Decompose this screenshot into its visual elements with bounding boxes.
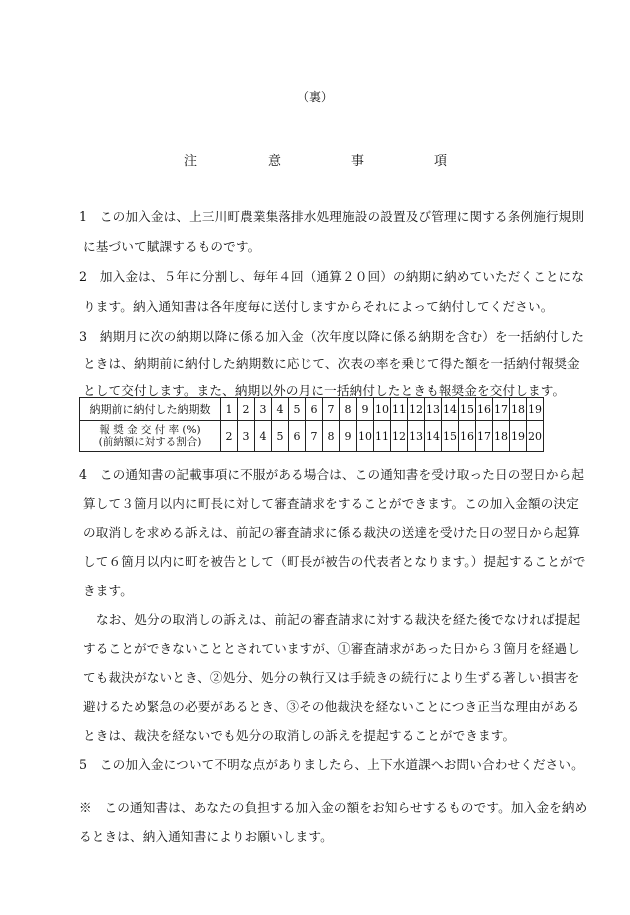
table-cell: 10 <box>357 421 374 452</box>
table-cell: 11 <box>374 421 391 452</box>
table-cell: 8 <box>340 398 357 421</box>
table-cell: 5 <box>289 398 306 421</box>
table-cell: 2 <box>221 421 238 452</box>
table-cell: 19 <box>527 398 544 421</box>
item-4-note-line-4: 避けるため緊急の必要があるとき、③その他裁決を経ないことにつき正当な理由がある <box>83 699 580 714</box>
item-4-note-line-2: することができないこととされていますが、①審査請求があった日から３箇月を経過し <box>83 641 580 656</box>
footnote-line-2: るときは、納入通知書によりお願いします。 <box>79 829 333 844</box>
item-2-line-2: ります。納入通知書は各年度毎に送付しますからそれによって納付してください。 <box>83 299 554 314</box>
item-4-line-4: して６箇月以内に町を被告として（町長が被告の代表者となります。）提起することがで <box>83 554 586 569</box>
table-cell: 11 <box>391 398 408 421</box>
item-3-line-2: ときは、納期前に納付した納期数に応じて、次表の率を乗じて得た額を一括納付報奨金 <box>83 356 580 371</box>
table-row <box>80 398 544 421</box>
table-cell: 16 <box>476 398 493 421</box>
item-4-note-line-1: なお、処分の取消しの訴えは、前記の審査請求に対する裁決を経た後でなければ提起 <box>96 612 581 627</box>
table-cell: 15 <box>459 398 476 421</box>
item-4-line-3: の取消しを求める訴えは、前記の審査請求に係る裁決の送達を受けた日の翌日から起算 <box>83 525 581 540</box>
table-cell: 1 <box>221 398 238 421</box>
item-5-line-1: 5 この加入金について不明な点がありましたら、上下水道課へお問い合わせください。 <box>79 757 584 772</box>
item-4-line-1: 4 この通知書の記載事項に不服がある場合は、この通知書を受け取った日の翌日から起 <box>79 467 585 482</box>
table-cell: 7 <box>323 398 340 421</box>
item-4-note-line-5: ときは、裁決を経ないでも処分の取消しの訴えを提起することができます。 <box>83 728 516 743</box>
table-cell: 12 <box>408 398 425 421</box>
table-cell: 12 <box>391 421 408 452</box>
item-4-line-2: 算して３箇月以内に町長に対して審査請求をすることができます。この加入金額の決定 <box>83 496 579 511</box>
table-cell: 17 <box>493 398 510 421</box>
table-cell: 15 <box>442 421 459 452</box>
table-cell: 9 <box>357 398 374 421</box>
reward-rate-table <box>79 397 544 452</box>
item-3-line-3: として交付します。また、納期以外の月に一括納付したときも報奨金を交付します。 <box>83 383 566 398</box>
heading-char-3: 事 <box>351 154 365 169</box>
table-cell: 8 <box>323 421 340 452</box>
table-cell: 3 <box>255 398 272 421</box>
table-cell: 10 <box>374 398 391 421</box>
table-cell: 14 <box>442 398 459 421</box>
table-header-periods: 納期前に納付した納期数 <box>80 398 221 421</box>
table-cell: 6 <box>306 398 323 421</box>
table-cell: 20 <box>527 421 544 452</box>
table-cell: 18 <box>493 421 510 452</box>
item-2-line-1: 2 加入金は、５年に分割し、毎年４回（通算２０回）の納期に納めていただくことにな <box>79 269 585 284</box>
table-cell: 18 <box>510 398 527 421</box>
page-side-label: （裏） <box>296 90 333 104</box>
table-row <box>80 421 544 452</box>
table-cell: 13 <box>425 398 442 421</box>
item-1-line-2: に基づいて賦課するものです。 <box>83 239 261 254</box>
table-cell: 7 <box>306 421 323 452</box>
table-header-rate <box>80 421 221 452</box>
heading-char-2: 意 <box>268 154 282 169</box>
item-3-line-1: 3 納期月に次の納期以降に係る加入金（次年度以降に係る納期を含む）を一括納付した <box>79 329 585 344</box>
table-cell: 2 <box>238 398 255 421</box>
heading-char-4: 項 <box>434 154 448 169</box>
table-cell: 16 <box>459 421 476 452</box>
table-cell: 14 <box>425 421 442 452</box>
item-4-line-5: きます。 <box>83 583 133 598</box>
table-cell: 9 <box>340 421 357 452</box>
table-header-rate-line-1: 報 奨 金 交 付 率 (%) <box>99 424 201 436</box>
table-header-rate-line-2: (前納額に対する割合) <box>98 436 202 448</box>
table-cell: 4 <box>255 421 272 452</box>
item-4-note-line-3: ても裁決がないとき、②処分、処分の執行又は手続きの続行により生ずる著しい損害を <box>83 670 580 685</box>
table-cell: 4 <box>272 398 289 421</box>
table-cell: 19 <box>510 421 527 452</box>
item-1-line-1: 1 この加入金は、上三川町農業集落排水処理施設の設置及び管理に関する条例施行規則 <box>79 209 585 224</box>
table-cell: 3 <box>238 421 255 452</box>
footnote-line-1: ※ この通知書は、あなたの負担する加入金の額をお知らせするものです。加入金を納め <box>79 800 588 815</box>
table-cell: 6 <box>289 421 306 452</box>
table-cell: 17 <box>476 421 493 452</box>
heading-char-1: 注 <box>184 154 198 169</box>
table-cell: 13 <box>408 421 425 452</box>
table-cell: 5 <box>272 421 289 452</box>
